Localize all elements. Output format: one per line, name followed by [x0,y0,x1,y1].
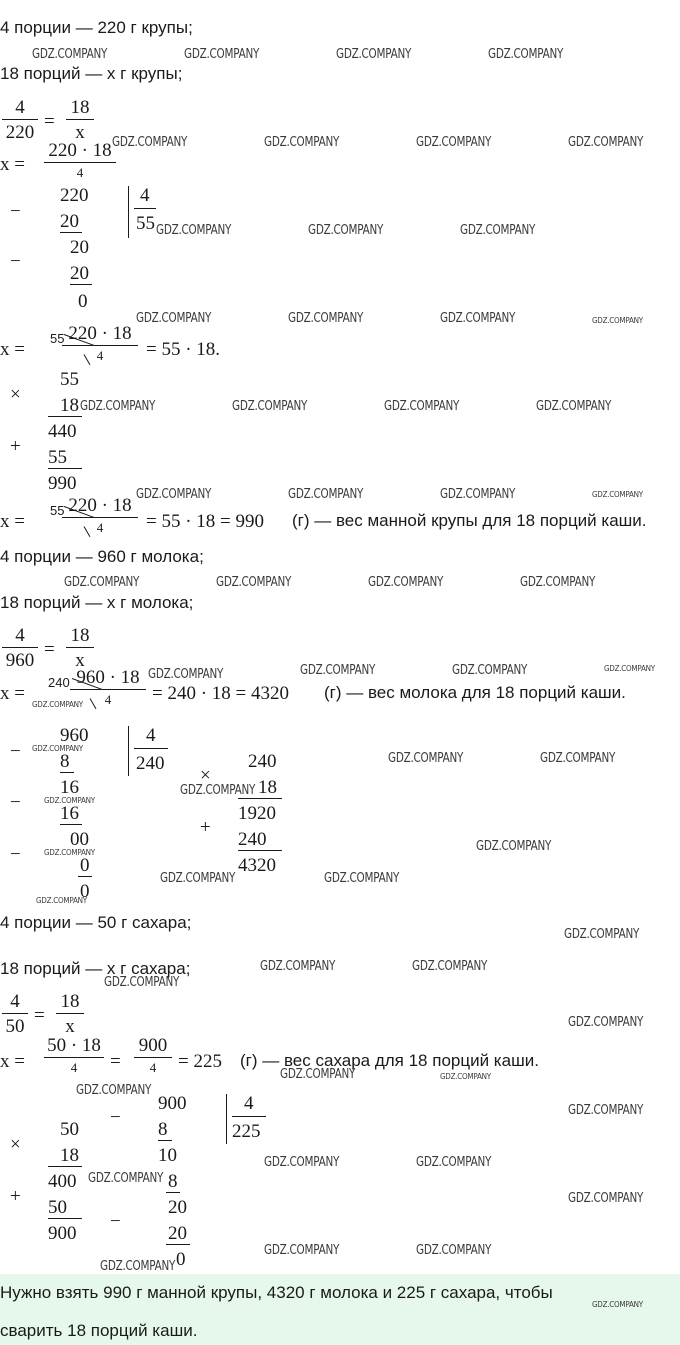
minus-sign: − [10,201,21,222]
division-bar [128,186,129,238]
watermark: GDZ.COMPANY [568,1103,644,1118]
sugar-proportion-right: $\frac{18}{x}$ [56,992,84,1036]
semolina-line2: 18 порций — x г крупы; [0,64,183,83]
minus-sign: − [110,1107,121,1128]
sugar-product: 900 [48,1223,77,1244]
times-sign: × [10,1134,21,1155]
sugar-dividend: 900 [158,1093,187,1114]
answer-box [0,1274,680,1345]
multiplication-line [238,798,282,799]
watermark: GDZ.COMPANY [568,1015,644,1030]
watermark: GDZ.COMPANY [592,316,643,325]
watermark: GDZ.COMPANY [36,896,87,905]
watermark: GDZ.COMPANY [324,871,400,886]
semolina-simplify-fraction: 220 · 18 4 [62,324,138,362]
sugar-proportion-left: $\frac{4}{50}$ [2,992,28,1036]
semolina-dividend: 220 [60,185,89,206]
watermark: GDZ.COMPANY [80,399,156,414]
watermark: GDZ.COMPANY [564,927,640,942]
milk-proportion-left: $\frac{4}{960}$ [2,626,38,670]
semolina-reduced-value: 55 [50,331,65,346]
semolina-simplify-result: = 55 · 18. [146,339,221,360]
watermark: GDZ.COMPANY [460,223,536,238]
milk-product: 4320 [238,855,276,876]
sugar-final-result: = 225 [178,1051,222,1072]
watermark: GDZ.COMPANY [264,1155,340,1170]
division-line [166,1192,180,1193]
division-bar [128,726,129,776]
watermark: GDZ.COMPANY [384,399,460,414]
milk-partial-2: 240 [238,829,267,850]
semolina-partial-2: 55 [48,447,67,468]
milk-remainder-2: 00 [70,829,89,850]
watermark: GDZ.COMPANY [592,490,643,499]
multiplication-line [48,416,82,417]
semolina-final-text: (г) — вес манной крупы для 18 порций каши. [292,511,647,530]
watermark: GDZ.COMPANY [32,700,83,709]
plus-sign: + [200,817,211,838]
x-equals: x = [0,683,25,704]
division-line [60,772,74,773]
division-line [166,1244,190,1245]
watermark: GDZ.COMPANY [412,959,488,974]
watermark: GDZ.COMPANY [300,663,376,678]
sugar-quotient: 225 [232,1121,261,1142]
watermark: GDZ.COMPANY [32,744,83,753]
minus-sign: − [10,792,21,813]
sugar-final-fraction-2: 900 4 [134,1036,172,1074]
watermark: GDZ.COMPANY [288,487,364,502]
watermark: GDZ.COMPANY [536,399,612,414]
milk-partial-1: 1920 [238,803,276,824]
watermark: GDZ.COMPANY [160,871,236,886]
watermark: GDZ.COMPANY [520,575,596,590]
divisor-line [232,1116,266,1117]
watermark: GDZ.COMPANY [308,223,384,238]
milk-factor-a: 240 [248,751,277,772]
watermark: GDZ.COMPANY [388,751,464,766]
equals-sign: = [110,1051,121,1072]
watermark: GDZ.COMPANY [416,1155,492,1170]
sugar-subtrahend-2: 8 [168,1171,178,1192]
multiplication-line [48,1166,82,1167]
sugar-remainder-2: 20 [168,1197,187,1218]
semolina-subtrahend-1: 20 [60,211,79,232]
plus-sign: + [10,1186,21,1207]
equals-sign: = [44,639,55,660]
semolina-final-result: = 55 · 18 = 990 [146,511,265,532]
watermark: GDZ.COMPANY [368,575,444,590]
semolina-final-reduced: 55 [50,503,65,518]
times-sign: × [200,765,211,786]
sugar-final-fraction-1: 50 · 18 4 [44,1036,104,1074]
minus-sign: − [10,844,21,865]
sugar-final-text: (г) — вес сахара для 18 порций каши. [240,1051,539,1070]
milk-subtrahend-3: 0 [80,855,90,876]
milk-line2: 18 порций — x г молока; [0,593,194,612]
sugar-factor-a: 50 [60,1119,79,1140]
equals-sign: = [34,1005,45,1026]
division-bar [226,1094,227,1144]
watermark: GDZ.COMPANY [44,848,95,857]
sugar-partial-1: 400 [48,1171,77,1192]
semolina-quotient: 55 [136,213,155,234]
watermark: GDZ.COMPANY [156,223,232,238]
milk-final-fraction: 960 · 18 4 [70,668,146,706]
watermark: GDZ.COMPANY [288,311,364,326]
semolina-product: 990 [48,473,77,494]
semolina-proportion-right: $\frac{18}{x}$ [66,98,94,142]
semolina-final-fraction: 220 · 18 4 [62,496,138,534]
x-equals: x = [0,1051,25,1072]
watermark: GDZ.COMPANY [100,1259,176,1274]
semolina-remainder-1: 20 [70,237,89,258]
milk-divisor: 4 [146,725,156,746]
watermark: GDZ.COMPANY [64,575,140,590]
milk-remainder: 0 [80,881,90,902]
watermark: GDZ.COMPANY [260,959,336,974]
watermark: GDZ.COMPANY [32,47,108,62]
milk-subtrahend-1: 8 [60,751,70,772]
watermark: GDZ.COMPANY [440,487,516,502]
milk-proportion-right: $\frac{18}{x}$ [66,626,94,670]
multiplication-line [238,850,282,851]
milk-subtrahend-2: 16 [60,803,79,824]
milk-remainder-1: 16 [60,777,79,798]
minus-sign: − [10,251,21,272]
watermark: GDZ.COMPANY [568,135,644,150]
division-line [60,232,82,233]
watermark: GDZ.COMPANY [88,1171,164,1186]
divisor-line [134,748,168,749]
multiplication-line [48,468,82,469]
watermark: GDZ.COMPANY [336,47,412,62]
semolina-subtrahend-2: 20 [70,263,89,284]
watermark: GDZ.COMPANY [540,751,616,766]
semolina-divisor: 4 [140,185,150,206]
watermark: GDZ.COMPANY [604,664,655,673]
watermark: GDZ.COMPANY [476,839,552,854]
watermark: GDZ.COMPANY [184,47,260,62]
watermark: GDZ.COMPANY [280,1067,356,1082]
watermark: GDZ.COMPANY [44,796,95,805]
division-line [60,824,82,825]
x-equals: x = [0,511,25,532]
watermark: GDZ.COMPANY [264,1243,340,1258]
milk-final-result: = 240 · 18 = 4320 [152,683,290,704]
division-line [78,876,92,877]
watermark: GDZ.COMPANY [416,1243,492,1258]
semolina-factor-a: 55 [60,369,79,390]
watermark: GDZ.COMPANY [216,575,292,590]
milk-dividend: 960 [60,725,89,746]
watermark: GDZ.COMPANY [148,667,224,682]
watermark: GDZ.COMPANY [112,135,188,150]
watermark: GDZ.COMPANY [264,135,340,150]
semolina-x-fraction: 220 · 18 4 [44,141,116,179]
minus-sign: − [110,1211,121,1232]
times-sign: × [10,384,21,405]
milk-factor-b: 18 [258,777,277,798]
watermark: GDZ.COMPANY [592,1300,643,1309]
sugar-partial-2: 50 [48,1197,67,1218]
watermark: GDZ.COMPANY [568,1191,644,1206]
watermark: GDZ.COMPANY [452,663,528,678]
watermark: GDZ.COMPANY [180,783,256,798]
x-equals: x = [0,339,25,360]
watermark: GDZ.COMPANY [440,311,516,326]
milk-quotient: 240 [136,753,165,774]
sugar-remainder-1: 10 [158,1145,177,1166]
plus-sign: + [10,436,21,457]
semolina-partial-1: 440 [48,421,77,442]
watermark: GDZ.COMPANY [76,1083,152,1098]
semolina-factor-b: 18 [60,395,79,416]
watermark: GDZ.COMPANY [416,135,492,150]
division-line [70,284,92,285]
watermark: GDZ.COMPANY [488,47,564,62]
sugar-line1: 4 порции — 50 г сахара; [0,913,192,932]
watermark: GDZ.COMPANY [136,311,212,326]
equals-sign: = [44,111,55,132]
division-line [158,1140,172,1141]
sugar-line2: 18 порций — x г сахара; [0,959,191,978]
sugar-remainder: 0 [176,1249,186,1270]
watermark: GDZ.COMPANY [440,1072,491,1081]
minus-sign: − [10,741,21,762]
semolina-line1: 4 порции — 220 г крупы; [0,18,193,37]
answer-line1: Нужно взять 990 г манной крупы, 4320 г молока и 225 г сахара, чтобы [0,1283,553,1302]
semolina-remainder: 0 [78,291,88,312]
watermark: GDZ.COMPANY [104,975,180,990]
sugar-subtrahend-3: 20 [168,1223,187,1244]
x-equals: x = [0,154,25,175]
sugar-subtrahend-1: 8 [158,1119,168,1140]
multiplication-line [48,1218,82,1219]
milk-line1: 4 порции — 960 г молока; [0,547,204,566]
milk-reduced-value: 240 [48,675,70,690]
watermark: GDZ.COMPANY [136,487,212,502]
answer-line2: сварить 18 порций каши. [0,1321,198,1340]
watermark: GDZ.COMPANY [232,399,308,414]
milk-final-text: (г) — вес молока для 18 порций каши. [324,683,626,702]
semolina-proportion-left: $\frac{4}{220}$ [2,98,38,142]
divisor-line [134,208,156,209]
sugar-factor-b: 18 [60,1145,79,1166]
sugar-divisor: 4 [244,1093,254,1114]
